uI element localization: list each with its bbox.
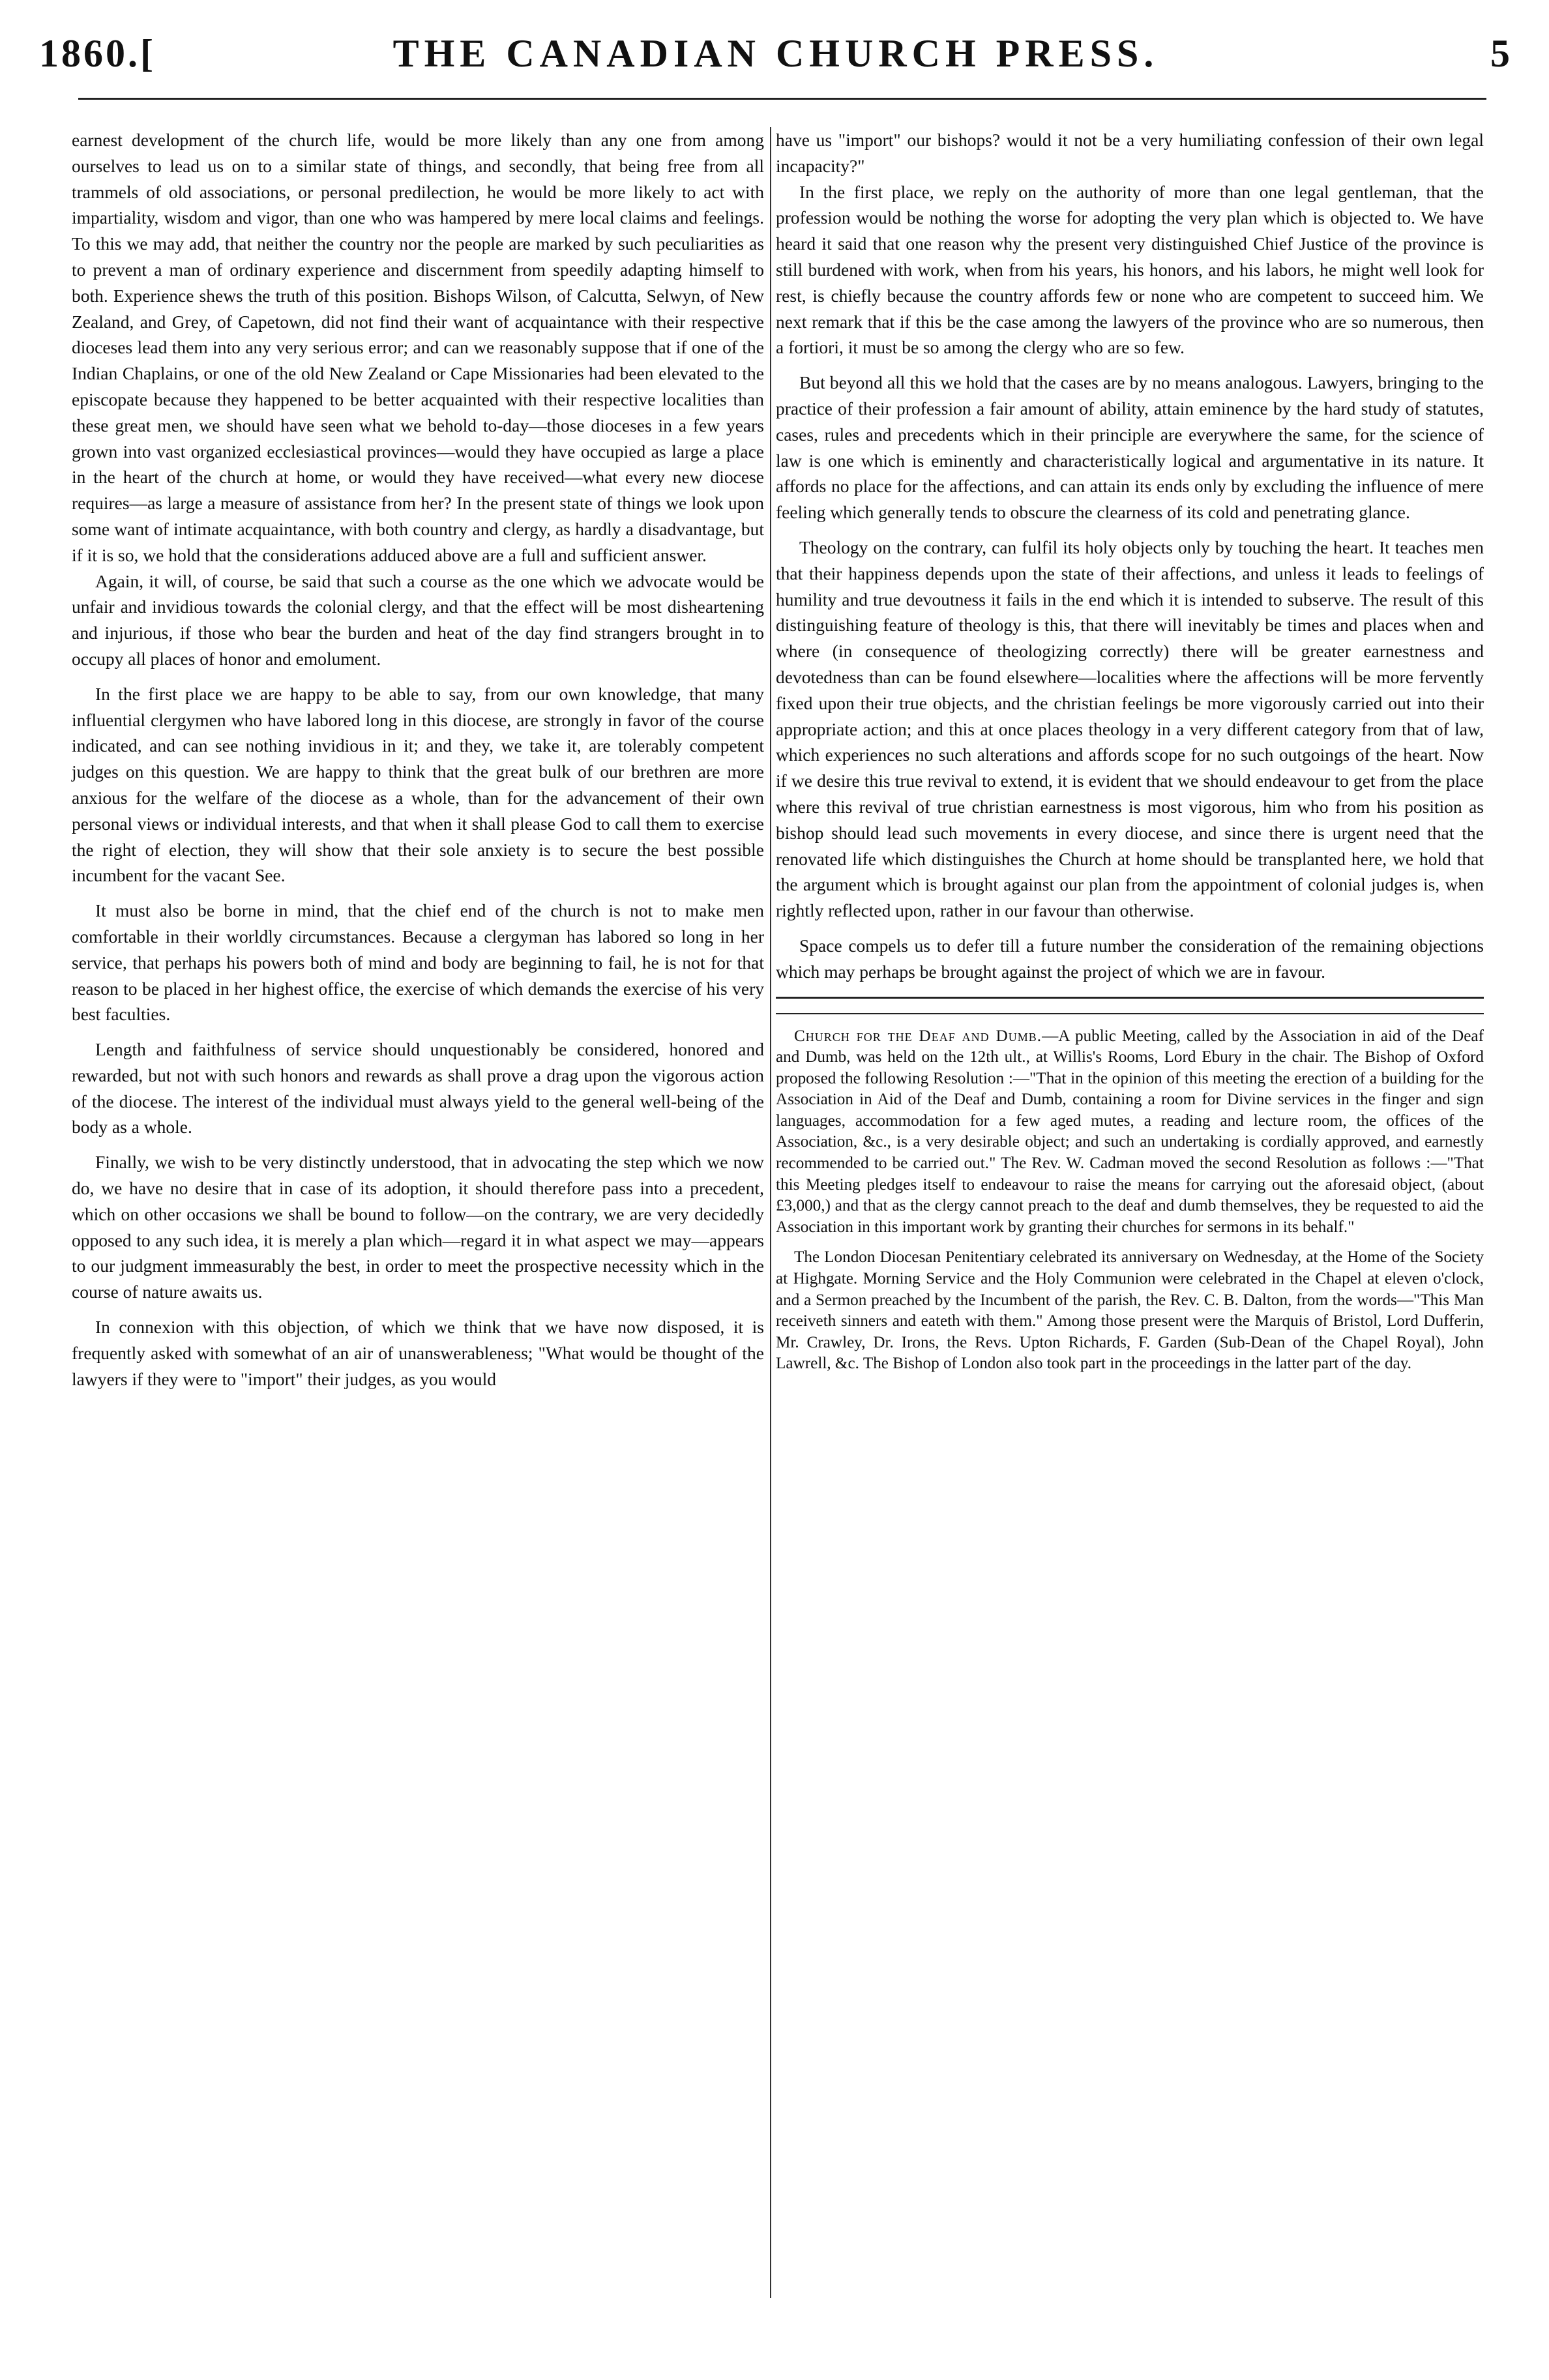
notice-heading: Church for the Deaf and Dumb. [794,1027,1042,1045]
news-notices [776,1026,1484,1375]
right-paragraph-2: In the first place, we reply on the authority of more than one legal gentleman, that the profession would be nothing the worse for adopting the very plan which is objected to. We have heard it said that one reason why the present very distinguished Chief Justice of the province is still burdened with work, when from his years, his honors, and his labors, he might well look for rest, is chiefly because the country affords few or none who are competent to succeed him. We next remark that if this be the case among the lawyers of the province who are so numerous, then a fortiori, it must be so among the clergy who are so few. [776,181,1484,358]
left-column [72,127,764,1392]
header-year: 1860.[ [39,32,156,75]
right-paragraph-4: Theology on the contrary, can fulfil its holy objects only by touching the heart. It teaches men that their happiness depends upon the state of their affections, and unless it leads to feelings of humility and true devoutness it fails in the end which it is intended to subserve. The result of this distinguishing feature of theology is this, that there will inevitably be times and places when and where (in consequence of theologizing correctly) there will be greater earnestness and devotedness than can be found elsewhere—localities where the affections will be more fervently fixed upon their true objects, and the christian feelings be more vigorously carried out into their appropriate action; and this at once places theology in a very different category from that of law, which experiences no such alterations and affords scope for no such outgoings of the heart. Now if we desire this true revival to extend, it is evident that we should endeavour to get from the place where this revival of true christian earnestness is most vigorous, him who from his position as bishop should lead such movements in every diocese, and since there is urgent need that the renovated life which distinguishes the Church at home should be transplanted here, we hold that the argument which is brought against our plan from the appointment of colonial judges is, when rightly reflected upon, rather in our favour than otherwise. [776,536,1484,921]
section-rule [776,997,1484,999]
right-paragraph-5: Space compels us to defer till a future number the consideration of the remaining objections which may perhaps be brought against the project of which we are in favour. [776,935,1484,982]
notice-deaf-and-dumb [776,1026,1484,1239]
page-number: 5 [1490,32,1512,75]
right-paragraph-1: have us "import" our bishops? would it not be a very humiliating confession of their own legal incapacity?" [776,130,1484,176]
masthead-title: THE CANADIAN CHURCH PRESS. [392,32,1159,75]
left-paragraph-2: Again, it will, of course, be said that such a course as the one which we advocate would be unfair and invidious towards the colonial clergy, and that the effect will be most disheartening and injurious, if those who bear the burden and heat of the day find strangers brought in to occupy all places of honor and emolument. [72,570,764,669]
left-paragraph-1: earnest development of the church life, would be more likely than any one from among ourselves to lead us on to a similar state of things, and secondly, that being free from all trammels of old associations, or personal predilection, he would be more likely to act with impartiality, wisdom and vigor, than one who was hampered by mere local claims and feelings. To this we may add, that neither the country nor the people are marked by such peculiarities as to prevent a man of ordinary experience and discernment from speedily adapting himself to both. Experience shews the truth of this position. Bishops Wilson, of Calcutta, Selwyn, of New Zealand, and Grey, of Capetown, did not find their want of acquaintance with their respective dioceses lead them into any very serious error; and can we reasonably suppose that if one of the Indian Chaplains, or one of the old New Zealand or Cape Missionaries had been elevated to the episcopate because they happened to be better acquainted with their respective localities than these great men, we should have seen what we behold to-day—those dioceses in a few years grown into vast organized ecclesiastical provinces—would they have occupied as large a place in the heart of the church at home, or would they have received—what every new diocese requires—as large a measure of assistance from her? In the present state of things we look upon some want of intimate acquaintance, with both country and clergy, as hardly a disadvantage, but if it is so, we hold that the considerations adduced above are a full and sufficient answer. [72,130,764,565]
notice-body: —A public Meeting, called by the Association in aid of the Deaf and Dumb, was held on the 12th ult., at Willis's Rooms, Lord Ebury in the chair. The Bishop of Oxford proposed the following Resolution :—"That in the opinion of this meeting the erection of a building for the Association in Aid of the Deaf and Dumb, containing a room for Divine services in the finger and sign languages, accommodation for a few aged mutes, a reading and lecture room, the offices of the Association, &c., is a very desirable object; and such an undertaking is cordially approved, and earnestly recommended to be carried out." The Rev. W. Cadman moved the second Resolution as follows :—"That this Meeting pledges itself to endeavour to raise the means for carrying out the aforesaid object, (about £3,000,) and that as the clergy cannot preach to the deaf and dumb themselves, they be requested to aid the Association in this important work by granting their churches for sermons in its behalf." [776,1027,1484,1236]
right-paragraph-3: But beyond all this we hold that the cases are by no means analogous. Lawyers, bringing to the practice of their profession a fair amount of ability, attain eminence by the hard study of statutes, cases, rules and precedents which in their principle are everywhere the same, for the science of law is one which is eminently and characteristically logical and argumentative in its nature. It affords no place for the affections, and can attain its ends only by excluding the influence of mere feeling which generally tends to obscure the clearness of its cold and penetrating glance. [776,372,1484,523]
section-rule-thin [776,1013,1484,1014]
page-header [39,18,1512,90]
left-paragraph-3: In the first place we are happy to be able to say, from our own knowledge, that many influential clergymen who have labored long in this diocese, are strongly in favor of the course indicated, and can see nothing invidious in it; and they, we take it, are tolerably competent judges on this question. We are happy to think that the great bulk of our brethren are more anxious for the welfare of the diocese as a whole, than for the advancement of their own personal views or individual interests, and that when it shall please God to call them to exercise the right of election, they will show that their sole anxiety is to secure the best possible incumbent for the vacant See. [72,683,764,886]
right-column [776,127,1484,1375]
left-paragraph-6: Finally, we wish to be very distinctly understood, that in advocating the step which we now do, we have no desire that in case of its adoption, it should therefore pass into a precedent, which on other occasions we shall be bound to follow—on the contrary, we are very decidedly opposed to any such idea, it is merely a plan which—regard it in what aspect we may—appears to our judgment immeasurably the best, in order to meet the prospective necessity which in the course of nature awaits us. [72,1152,764,1302]
header-rule [78,98,1486,100]
column-divider [770,127,771,2298]
left-paragraph-4: It must also be borne in mind, that the chief end of the church is not to make men comfortable in their worldly circumstances. Because a clergyman has labored so long in her service, that perhaps his powers both of mind and body are beginning to fail, he is not for that reason to be placed in her highest office, the exercise of which demands the exercise of his very best faculties. [72,900,764,1025]
left-paragraph-5: Length and faithfulness of service should unquestionably be considered, honored and rewarded, but not with such honors and rewards as shall prove a drag upon the vigorous action of the diocese. The interest of the individual must always yield to the general well-being of the body as a whole. [72,1039,764,1138]
notice-penitentiary: The London Diocesan Penitentiary celebrated its anniversary on Wednesday, at the Home of the Society at Highgate. Morning Service and the Holy Communion were celebrated in the Chapel at eleven o'clock, and a Sermon preached by the Incumbent of the parish, the Rev. C. B. Dalton, from the words—"This Man receiveth sinners and eateth with them." Among those present were the Marquis of Bristol, Lord Dufferin, Mr. Crawley, Dr. Irons, the Revs. Upton Richards, F. Garden (Sub-Dean of the Chapel Royal), John Lawrell, &c. The Bishop of London also took part in the proceedings in the latter part of the day. [776,1248,1484,1373]
left-paragraph-7: In connexion with this objection, of which we think that we have now disposed, it is frequently asked with somewhat of an air of unanswerableness; "What would be thought of the lawyers if they were to "import" their judges, as you would [72,1317,764,1389]
